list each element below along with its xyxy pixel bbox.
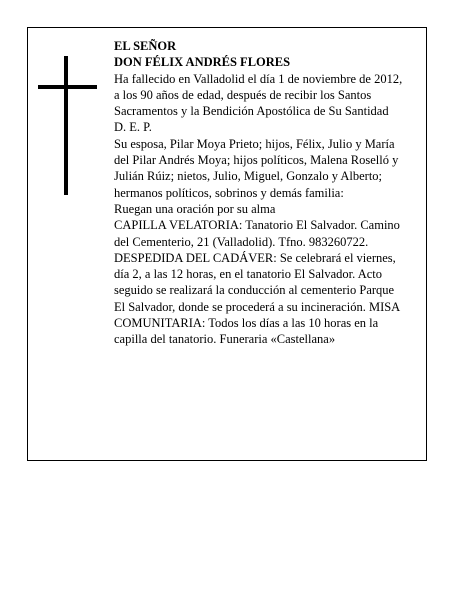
chapel-info: CAPILLA VELATORIA: Tanatorio El Salvador. Camino del Cementerio, 21 (Valladolid). Tfno. 983260722.: [114, 218, 400, 249]
farewell-info: DESPEDIDA DEL CADÁVER: Se celebrará el viernes, día 2, a las 12 horas, en el tanatorio El Salvador. Acto seguido se realizará la conducción al cementerio Parque El Salvador, donde se procederá a su incineración. MISA COMUNITARIA: Todos los días a las 10 horas en la capilla del tanatorio. Funeraria «Castellana»: [114, 250, 400, 347]
family-list: Su esposa, Pilar Moya Prieto; hijos, Félix, Julio y María del Pilar Andrés Moya; hijos políticos, Malena Roselló y Julián Rúiz; nietos, Julio, Miguel, Gonzalo y Alberto; hermanos políticos, sobrinos y demás familia:: [114, 136, 399, 200]
obituary-text: [114, 38, 408, 348]
notice-title: EL SEÑOR: [114, 39, 177, 53]
prayer-request: Ruegan una oración por su alma: [114, 201, 276, 216]
rip-line: D. E. P.: [114, 120, 152, 135]
deceased-name: DON FÉLIX ANDRÉS FLORES: [114, 55, 291, 70]
cross-horizontal-bar: [38, 85, 97, 89]
cross-vertical-bar: [64, 56, 68, 195]
death-announcement: Ha fallecido en Valladolid el día 1 de noviembre de 2012, a los 90 años de edad, después de recibir los Santos Sacramentos y la Bendición Apostólica de Su Santidad: [114, 71, 403, 119]
